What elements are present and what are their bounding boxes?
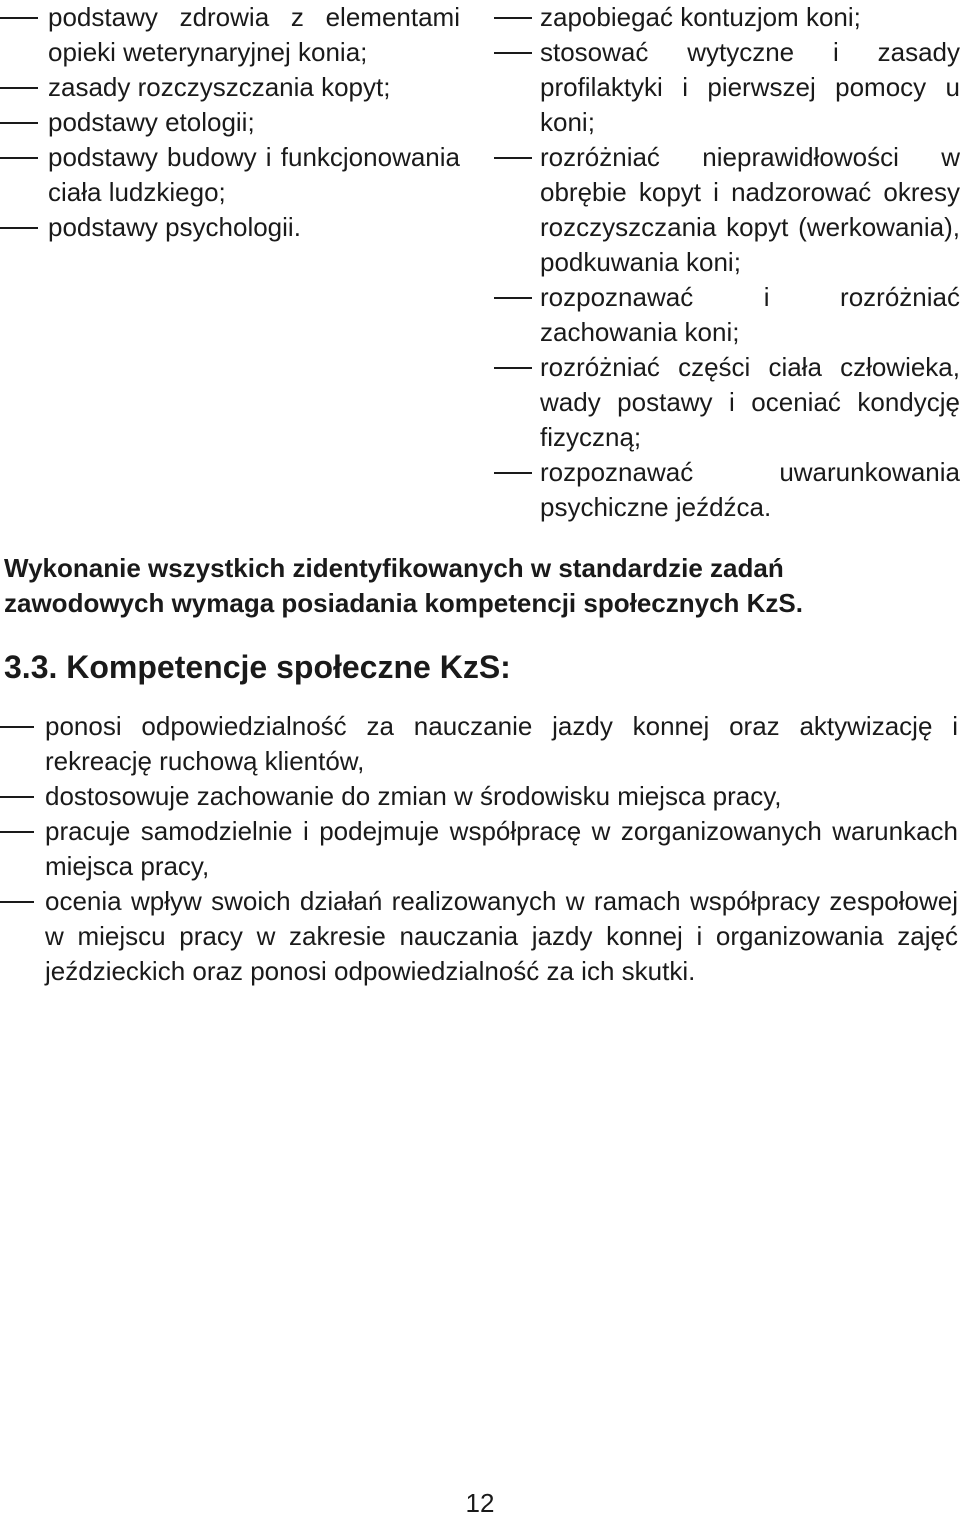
left-column — [0, 0, 460, 245]
list-item: ponosi odpowiedzialność za nauczanie jazdy konnej oraz aktywizację i rekreację ruchową klientów, — [0, 709, 958, 779]
list-item: podstawy budowy i funkcjonowania ciała ludzkiego; — [0, 140, 460, 210]
skills-list — [494, 0, 960, 525]
list-item: ocenia wpływ swoich działań realizowanych w ramach współpracy zespołowej w miejscu pracy w zakresie nauczania jazdy konnej i organizowania zajęć jeździeckich oraz ponosi odpowiedzialność za ich skutki. — [0, 884, 958, 989]
list-item: rozróżniać części ciała człowieka, wady postawy i oceniać kondycję fizyczną; — [494, 350, 960, 455]
list-item: rozpoznawać uwarunkowania psychiczne jeźdźca. — [494, 455, 960, 525]
list-item: podstawy psychologii. — [0, 210, 460, 245]
list-item: stosować wytyczne i zasady profilaktyki i pierwszej pomocy u koni; — [494, 35, 960, 140]
knowledge-list — [0, 0, 460, 245]
list-item: pracuje samodzielnie i podejmuje współpracę w zorganizowanych warunkach miejsca pracy, — [0, 814, 958, 884]
list-item: zasady rozczyszczania kopyt; — [0, 70, 460, 105]
kzs-note: Wykonanie wszystkich zidentyfikowanych w standardzie zadań zawodowych wymaga posiadania kompetencji społecznych KzS. — [4, 553, 803, 618]
list-item: rozpoznawać i rozróżniać zachowania koni; — [494, 280, 960, 350]
competences-list — [0, 709, 958, 989]
list-item: podstawy zdrowia z elementami opieki weterynaryjnej konia; — [0, 0, 460, 70]
list-item: zapobiegać kontuzjom koni; — [494, 0, 960, 35]
competences-section — [0, 709, 958, 989]
page-number: 12 — [465, 1488, 495, 1518]
list-item: dostosowuje zachowanie do zmian w środowisku miejsca pracy, — [0, 779, 958, 814]
right-column — [494, 0, 960, 525]
section-heading: 3.3. Kompetencje społeczne KzS: — [4, 649, 511, 685]
list-item: podstawy etologii; — [0, 105, 460, 140]
list-item: rozróżniać nieprawidłowości w obrębie kopyt i nadzorować okresy rozczyszczania kopyt (werkowania), podkuwania koni; — [494, 140, 960, 280]
